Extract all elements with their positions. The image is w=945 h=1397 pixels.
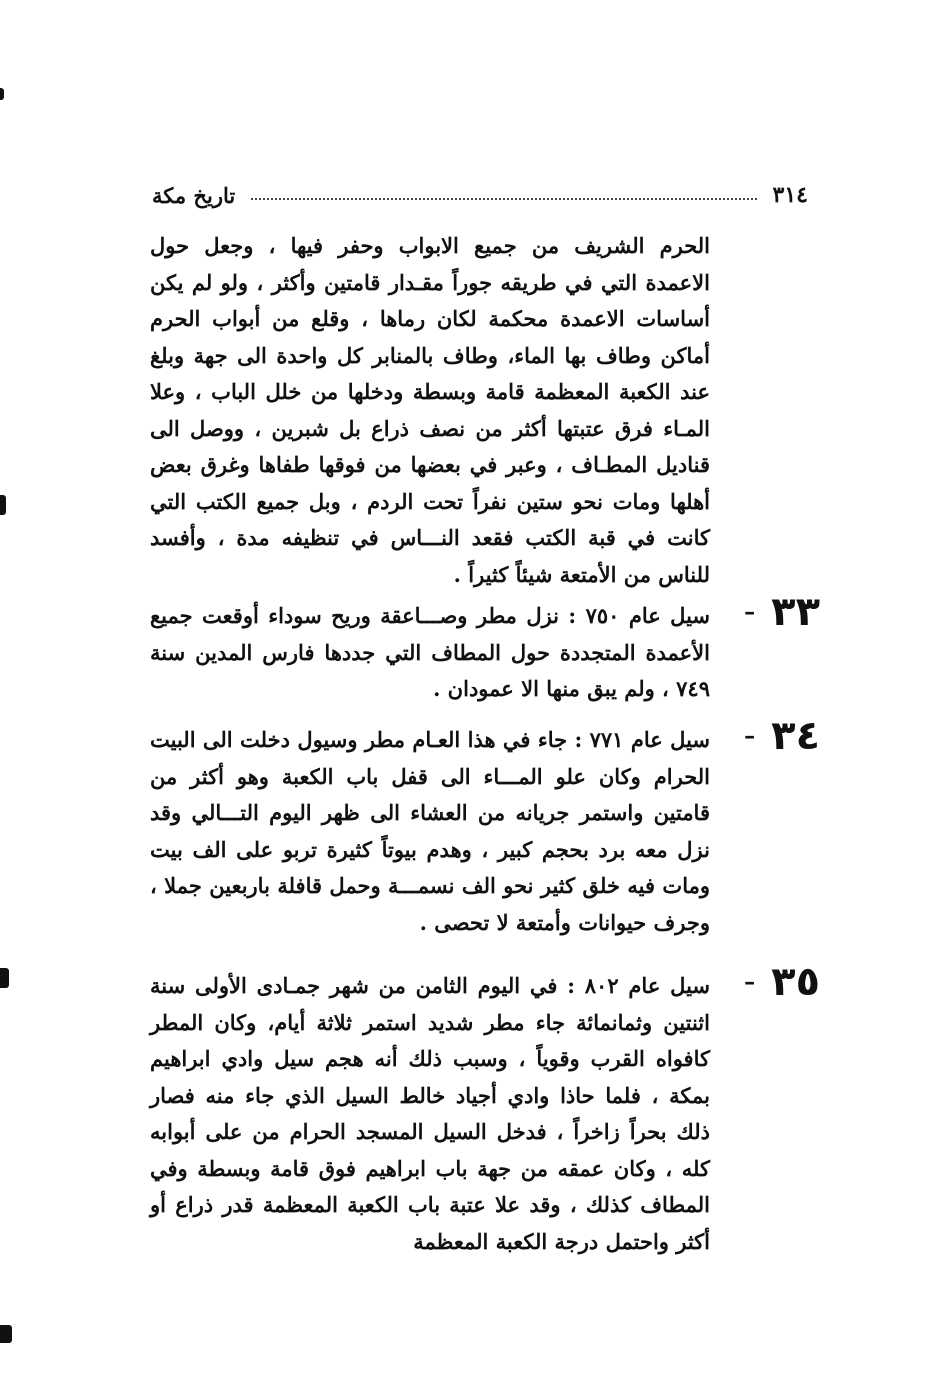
entry-text: سيل عام ٧٥٠ : نزل مطر وصـــاعقة وريح سوداء أوقعت جميع الأعمدة المتجددة حول المطاف التي جددها فارس المدين سنة ٧٤٩ ، ولم يبق منها الا عمودان . — [150, 603, 710, 701]
entry-marker — [720, 959, 820, 1005]
entry-number: ٣٥ — [771, 959, 820, 1005]
scan-edge-mark-upper — [0, 495, 6, 515]
running-header — [152, 180, 808, 210]
scan-edge-mark-bottom — [0, 1325, 12, 1343]
entry-33 — [150, 589, 820, 708]
page-number: ٣١٤ — [772, 182, 808, 208]
entry-dash: – — [744, 723, 756, 749]
entry-number: ٣٤ — [771, 713, 820, 759]
entry-35 — [150, 959, 820, 1260]
entry-number: ٣٣ — [771, 589, 820, 635]
scan-edge-mark-middle — [0, 968, 9, 988]
entry-dash: – — [744, 969, 756, 995]
book-title: تاريخ مكة — [152, 182, 236, 208]
entry-text: سيل عام ٨٠٢ : في اليوم الثامن من شهر جمـادى الأولى سنة اثنتين وثمانمائة جاء مطر شديد استمر ثلاثة أيام، وكان المطر كافواه القرب وقوياً ، وسبب ذلك أنه هجم سيل وادي ابراهيم بمكة ، فلما حاذا وادي أجياد خالط السيل الذي جاء منه فصار ذلك بحراً زاخراً ، فدخل السيل المسجد الحرام من على أبوابه كله ، وكان عمقه من جهة باب ابراهيم فوق قامة وبسطة وفي المطاف كذلك ، وقد علا عتبة باب الكعبة المعظمة قدر ذراع أو أكثر واحتمل درجة الكعبة المعظمة — [150, 973, 711, 1254]
entry-34 — [150, 713, 820, 941]
entry-marker — [720, 589, 820, 635]
entry-marker — [720, 713, 820, 759]
entry-dash: – — [744, 599, 756, 625]
dotted-leader — [251, 198, 756, 200]
intro-paragraph: الحرم الشريف من جميع الابواب وحفر فيها ، وجعل حول الاعمدة التي في طريقه جوراً مقـدار قامتين وأكثر ، ولو لم يكن أساسات الاعمدة محكمة لكان رماها ، وقلع من أبواب الحرم أماكن وطاف بها الماء، وطاف بالمنابر كل واحدة الى جهة وبلغ عند الكعبة المعظمة قامة وبسطة ودخلها من خلل الباب ، وعلا المـاء فرق عتبتها أكثر من نصف ذراع بل شبرين ، ووصل الى قناديل المطـاف ، وعبر في بعضها من فوقها طفاها وغرق بعض أهلها ومات نحو ستين نفراً تحت الردم ، وبل جميع الكتب التي كانت في قبة الكتب فقعد النـــاس في تنظيفه مدة ، وأفسد للناس من الأمتعة شيئاً كثيراً . — [150, 233, 710, 587]
entry-text: سيل عام ٧٧١ : جاء في هذا العـام مطر وسيول دخلت الى البيت الحرام وكان علو المـــاء الى قفل باب الكعبة وهو أكثر من قامتين واستمر جريانه من العشاء الى ظهر اليوم التـــالي وقد نزل معه برد بحجم كبير ، وهدم بيوتاً كثيرة تربو على الف بيت ومات فيه خلق كثير نحو الف نسمـــة وحمل قافلة باربعين جملا ، وجرف حيوانات وأمتعة لا تحصى . — [150, 727, 710, 935]
scan-edge-mark-top — [0, 88, 4, 100]
